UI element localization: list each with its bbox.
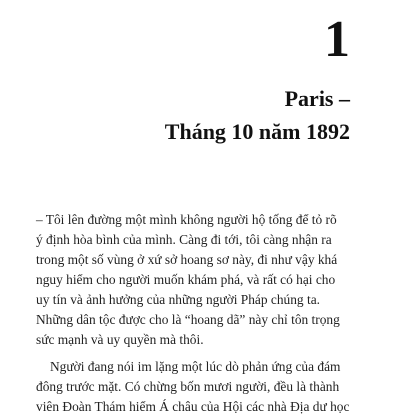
chapter-title-line-2: Tháng 10 năm 1892 [164, 119, 350, 144]
chapter-title [165, 82, 350, 148]
text-line: viên Đoàn Thám hiểm Á châu của Hội các nhà Địa dư học [36, 399, 350, 414]
text-line: Người đang nói im lặng một lúc dò phản ứng của đám [50, 359, 341, 374]
text-line: Những dân tộc được cho là “hoang dã” này chỉ tôn trọng [36, 312, 340, 327]
text-line: – Tôi lên đường một mình không người hộ tống để tỏ rõ [36, 212, 337, 227]
chapter-number: 1 [324, 11, 350, 68]
text-line: ý định hòa bình của mình. Càng đi tới, tôi càng nhận ra [36, 232, 332, 247]
chapter-title-line-1: Paris – [284, 86, 350, 111]
text-line: uy tín và ảnh hưởng của những người Pháp chúng ta. [36, 292, 320, 307]
paragraph-2 [36, 357, 362, 417]
text-line: nguy hiểm cho người muốn khám phá, và rất có hại cho [36, 272, 336, 287]
text-line: sức mạnh và uy quyền mà thôi. [36, 332, 204, 347]
chapter-body [36, 210, 362, 417]
text-line: đông trước mặt. Có chừng bốn mươi người, đều là thành [36, 379, 340, 394]
text-line: trong một số vùng ở xứ sở hoang sơ này, đi như vậy khá [36, 252, 338, 267]
paragraph-1 [36, 210, 362, 350]
